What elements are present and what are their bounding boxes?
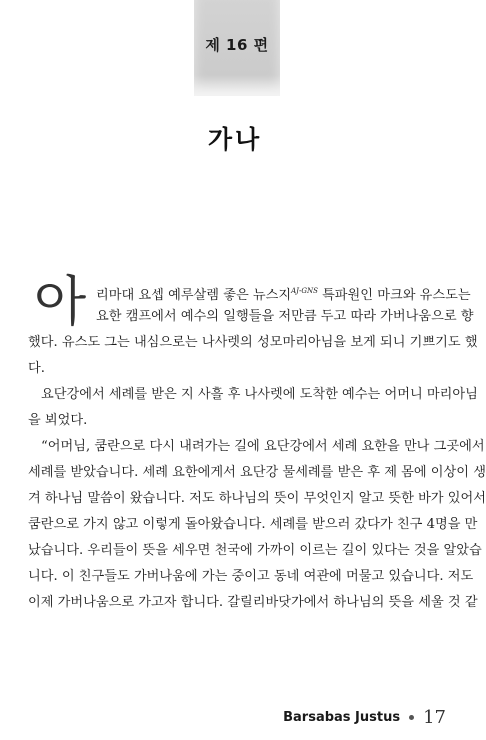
p1-line1-superscript: AJ-GNS [291, 287, 318, 295]
paragraph-3-line-1: “어머님, 쿰란으로 다시 내려가는 길에 요단강에서 세례 요한을 만나 그곳에서 [41, 439, 485, 454]
paragraph-3-line-6: 니다. 이 친구들도 가버나움에 가는 중이고 동네 여관에 머물고 있습니다. 저도 [28, 569, 474, 584]
paragraph-3-line-5: 났습니다. 우리들이 뜻을 세우면 천국에 가까이 이르는 길이 있다는 것을 알았습 [28, 543, 482, 558]
paragraph-1-line-1 [28, 278, 471, 304]
paragraph-1-line-4: 다. [28, 361, 45, 376]
page-footer [283, 707, 446, 728]
body-text [28, 270, 486, 616]
paragraph-3-line-3: 겨 하나님 말씀이 왔습니다. 저도 하나님의 뜻이 무엇인지 알고 뜻한 바가 있어서 [28, 491, 486, 506]
drop-cap: 아 [34, 270, 87, 333]
paragraph-3-line-7: 이제 가버나움으로 가고자 합니다. 갈릴리바닷가에서 하나님의 뜻을 세울 것 같 [28, 595, 478, 610]
chapter-label: 제 16 편 [205, 36, 269, 54]
paragraph-3-line-4: 쿰란으로 가지 않고 이렇게 돌아왔습니다. 세례를 받으러 갔다가 친구 4명을 만 [28, 517, 478, 532]
paragraph-2-line-1: 요단강에서 세례를 받은 지 사흘 후 나사렛에 도착한 예수는 어머니 마리아님 [41, 387, 478, 402]
footer-bullet-icon [409, 715, 414, 720]
p1-line1-pre: 리마대 요셉 예루살렘 좋은 뉴스지 [96, 288, 292, 303]
p1-line1-post: 특파원인 마크와 유스도는 [317, 288, 471, 303]
page-number: 17 [423, 707, 446, 728]
chapter-tab [194, 0, 280, 96]
paragraph-3-line-2: 세례를 받았습니다. 세례 요한에게서 요단강 물세례를 받은 후 제 몸에 이상이 생 [28, 465, 486, 480]
paragraph-1-line-3: 했다. 유스도 그는 내심으로는 나사렛의 성모마리아님을 보게 되니 기쁘기도 했 [28, 335, 478, 350]
chapter-title: 가나 [207, 125, 263, 154]
paragraph-1-line-2: 요한 캠프에서 예수의 일행들을 저만큼 두고 따라 가버나움으로 향 [96, 309, 474, 324]
paragraph-2-line-2: 을 뵈었다. [28, 413, 88, 428]
footer-book-title: Barsabas Justus [283, 710, 401, 725]
